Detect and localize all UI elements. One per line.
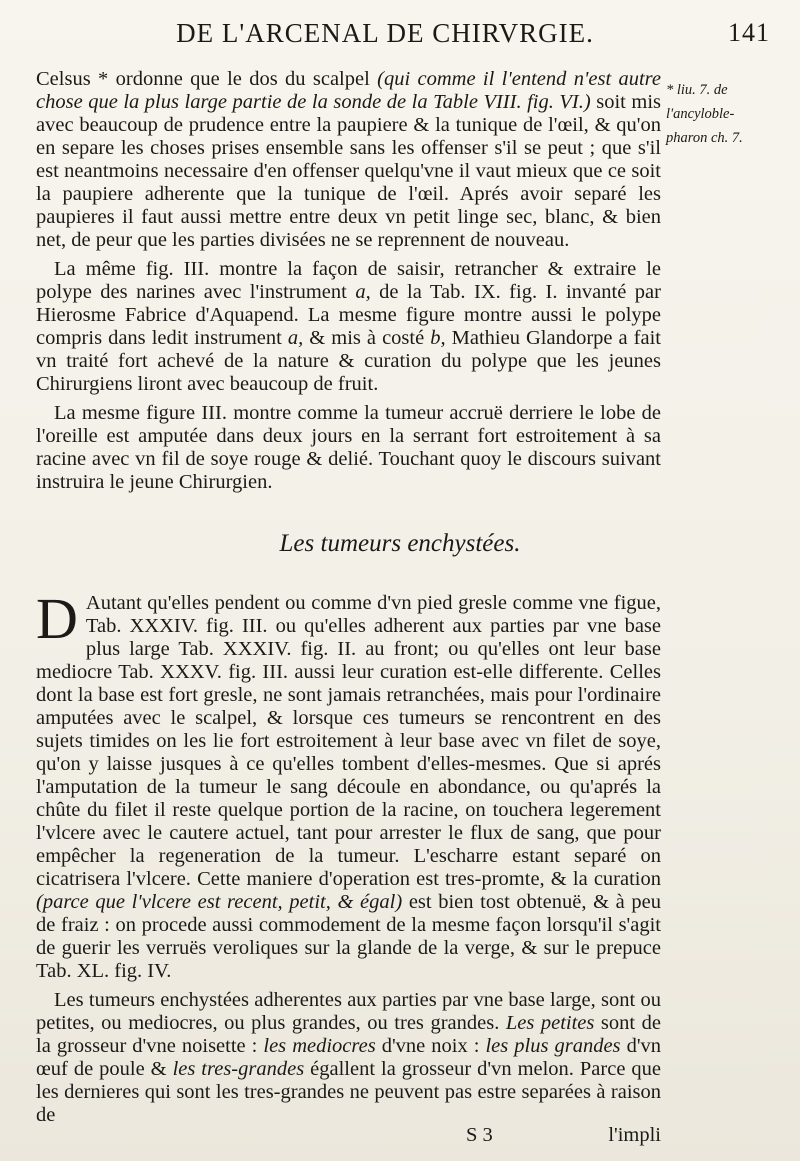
text-run: Les tumeurs enchystées adherentes aux parties par vne base large, sont ou petites, ou mediocres, ou plus grandes, ou tres grandes.: [36, 989, 661, 1034]
margin-note-line: l'ancyloble-: [666, 106, 735, 122]
signature-mark: S 3: [466, 1124, 493, 1146]
italic-run: les plus grandes: [485, 1035, 621, 1057]
section-heading: Les tumeurs enchystées.: [279, 530, 521, 557]
page-number: 141: [728, 18, 770, 47]
text-run: sont de la grosseur d'vne noisette :: [36, 1012, 661, 1057]
text-run: est bien tost obtenuë, & à peu de fraiz : on procede aussi commodement de la mesme façon lorsqu'il s'agit de guerir les verruës veroliques sur la glande de la verge, & sur le prepuce Tab. XL. fig. IV.: [36, 891, 661, 982]
italic-run: b,: [430, 327, 446, 349]
text-run: d'vne noix :: [375, 1035, 486, 1057]
margin-note: [666, 78, 798, 150]
italic-run: les tres-grandes: [172, 1058, 305, 1080]
text-run: Celsus * ordonne que le dos du scalpel: [36, 68, 378, 90]
margin-note-line: pharon ch. 7.: [666, 130, 743, 146]
text-block-upper: [36, 68, 661, 500]
margin-note-line: * liu. 7. de: [666, 82, 728, 98]
text-run: La mesme figure III. montre comme la tumeur accruë derriere le lobe de l'oreille est amputée dans deux jours en la serrant fort estroitement à sa racine avec vn fil de soye rouge & delié. Touchant quoy le discours suivant instruira le jeune Chirurgien.: [36, 402, 661, 493]
text-run: égallent la grosseur d'vn melon. Parce que les dernieres qui sont les tres-grandes ne peuvent pas estre separées à raison de: [36, 1058, 661, 1126]
text-run: & mis à costé: [303, 327, 431, 349]
text-run: Autant qu'elles pendent ou comme d'vn pied gresle comme vne figue, Tab. XXXIV. fig. III. ou qu'elles adherent aux parties par vne base plus large Tab. XXXIV. fig. II. au front; ou qu'elles ont leur base mediocre Tab. XXXV. fig. III. aussi leur curation est-elle differente. Celles dont la base est fort gresle, ne sont jamais retranchées, mais pour l'ordinaire amputées avec le scalpel, & lorsque ces tumeurs se rencontrent en des sujets timides on les lie fort estroitement à leur base avec vn filet de soye, qu'on y laisse jusques à ce qu'elles tombent d'elles-mesmes. Que si aprés l'amputation de la tumeur le sang découle en abondance, ou qu'aprés la chûte du filet il reste quelque portion de la racine, on touchera legerement l'vlcere avec le cautere actuel, tant pour arrester le flux de sang, que pour empêcher la regeneration de la tumeur. L'escharre estant separé on cicatrisera l'vlcere. Cette maniere d'operation est tres-promte, & la curation: [36, 592, 661, 890]
drop-cap: D: [36, 586, 78, 651]
italic-run: les mediocres: [263, 1035, 376, 1057]
catchword: l'impli: [608, 1124, 661, 1146]
paragraph: [36, 68, 661, 252]
text-run: Mathieu Glandorpe a fait vn traité fort achevé de la nature & curation du polype que les jeunes Chirurgiens liront avec beaucoup de fruit.: [36, 327, 661, 395]
text-run: La même fig. III. montre la façon de saisir, retrancher & extraire le polype des narines avec l'instrument: [36, 258, 661, 303]
text-block-lower: [36, 586, 662, 1133]
italic-run: a,: [355, 281, 371, 303]
text-run: soit mis avec beaucoup de prudence entre la paupiere & la tunique de l'œil, & qu'on en separe les choses prises ensemble sans les offenser s'il se peut ; que s'il est neantmoins necessaire d'en offenser quelqu'vne il vaut mieux que ce soit la paupiere adherente que la tunique de l'œil. Aprés avoir separé les paupieres il faut aussi mettre entre deux vn petit linge sec, blanc, & bien net, de peur que les parties divisées ne se reprennent de nouveau.: [36, 91, 661, 251]
paragraph: [36, 402, 661, 494]
paragraph-body: [36, 586, 661, 982]
paragraph: [36, 989, 661, 1127]
paragraph: [36, 258, 661, 396]
text-run: de la Tab. IX. fig. I. invanté par Hierosme Fabrice d'Aquapend. La mesme figure montre aussi le polype compris dans ledit instrument: [36, 281, 661, 349]
italic-run: a,: [287, 327, 304, 349]
paragraph: [36, 586, 661, 983]
running-title: DE L'ARCENAL DE CHIRVRGIE.: [176, 18, 594, 48]
page-header: [110, 18, 770, 49]
italic-run: Les petites: [505, 1012, 595, 1034]
text-run: d'vn œuf de poule &: [36, 1035, 662, 1080]
italic-run: (qui comme il l'entend n'est autre chose que la plus large partie de la sonde de la Table VIII. fig. VI.): [36, 68, 661, 113]
italic-run: (parce que l'vlcere est recent, petit, & égal): [36, 891, 403, 913]
